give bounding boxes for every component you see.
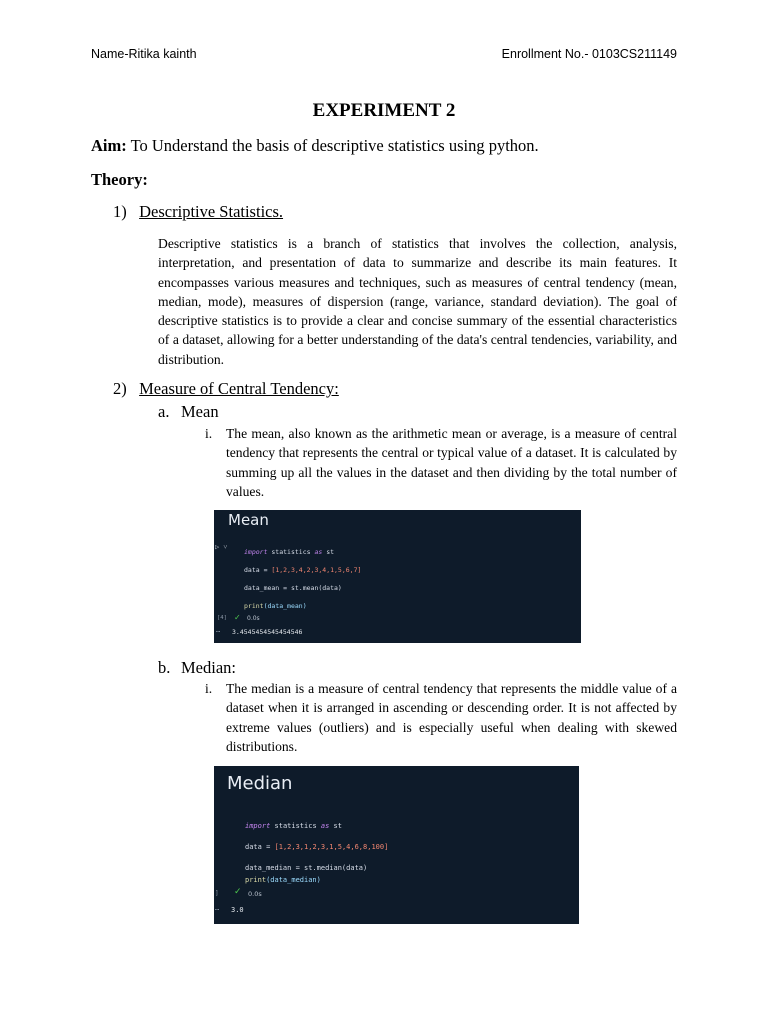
item-numeral: i.: [205, 681, 213, 696]
mean-code-screenshot: [214, 510, 581, 643]
descriptive-statistics-paragraph: Descriptive statistics is a branch of statistics that involves the collection, analysis, interpretation, and presentation of data to summarize and describe its main features. It encompasses various measures and techniques, such as measures of central tendency (mean, median, mode), measures of dispersion (range, variance, standard deviation). The goal of descriptive statistics is to provide a clear and concise summary of the essential characteristics of a dataset, allowing for a better understanding of the data's central tendencies, variability, and distribution.: [158, 236, 677, 367]
item-numeral: i.: [205, 426, 213, 441]
aim-label: Aim:: [91, 136, 127, 155]
code-line-data: data = [1,2,3,1,2,3,1,5,4,6,8,100]: [245, 843, 389, 851]
student-name: Name-Ritika kainth: [91, 47, 197, 61]
output-value: 3.4545454545454546: [232, 628, 303, 636]
execution-time: 0.0s: [247, 615, 260, 622]
execution-time: 0.0s: [248, 890, 262, 898]
subsection-title: Mean: [181, 402, 219, 421]
mean-explanation-item: [205, 424, 677, 501]
median-explanation-text: The median is a measure of central tendency that represents the middle value of a dataset when it is arranged in ascending or descending order. It is not affected by extreme values (outliers) and is especially useful when dealing with skewed distributions.: [226, 681, 677, 754]
check-icon: ✓: [234, 613, 241, 622]
median-code-screenshot: [214, 766, 579, 924]
check-icon: ✓: [234, 887, 242, 897]
code-line-print: print(data_mean): [244, 602, 307, 610]
output-ellipsis-icon: …: [216, 626, 221, 634]
code-line-import: import statistics as st: [245, 822, 342, 830]
subsection-heading-median: [158, 658, 236, 678]
code-line-import: import statistics as st: [244, 548, 335, 556]
subsection-letter: b.: [158, 658, 171, 677]
section-heading-descriptive-statistics: [113, 202, 283, 222]
code-line-median: data_median = st.median(data): [245, 864, 368, 872]
enrollment-number: Enrollment No.- 0103CS211149: [501, 47, 677, 61]
run-cell-icon: ▷ ˅: [215, 543, 228, 551]
theory-heading: Theory:: [91, 170, 148, 189]
output-value: 3.0: [231, 906, 244, 914]
median-explanation-item: [205, 679, 677, 756]
subsection-letter: a.: [158, 402, 170, 421]
section-number: 1): [113, 202, 127, 221]
output-ellipsis-icon: …: [215, 904, 220, 912]
code-line-data: data = [1,2,3,4,2,3,4,1,5,6,7]: [244, 566, 362, 574]
cell-index: ]: [215, 890, 219, 897]
code-line-mean: data_mean = st.mean(data): [244, 584, 342, 592]
mean-explanation-text: The mean, also known as the arithmetic mean or average, is a measure of central tendency that represents the central or typical value of a dataset. It is calculated by summing up all the values in the dataset and then dividing by the total number of values.: [226, 426, 677, 499]
section-title: Measure of Central Tendency:: [139, 379, 339, 398]
subsection-title: Median:: [181, 658, 236, 677]
code-line-print: print(data_median): [245, 876, 321, 884]
aim-line: [91, 136, 539, 156]
section-number: 2): [113, 379, 127, 398]
screenshot-title: Median: [227, 773, 293, 794]
section-heading-central-tendency: [113, 379, 339, 399]
screenshot-title: Mean: [228, 511, 269, 529]
cell-index: [4]: [217, 615, 227, 621]
subsection-heading-mean: [158, 402, 219, 422]
section-title: Descriptive Statistics.: [139, 202, 284, 221]
aim-text: To Understand the basis of descriptive statistics using python.: [126, 136, 539, 155]
page-title: EXPERIMENT 2: [312, 100, 456, 121]
